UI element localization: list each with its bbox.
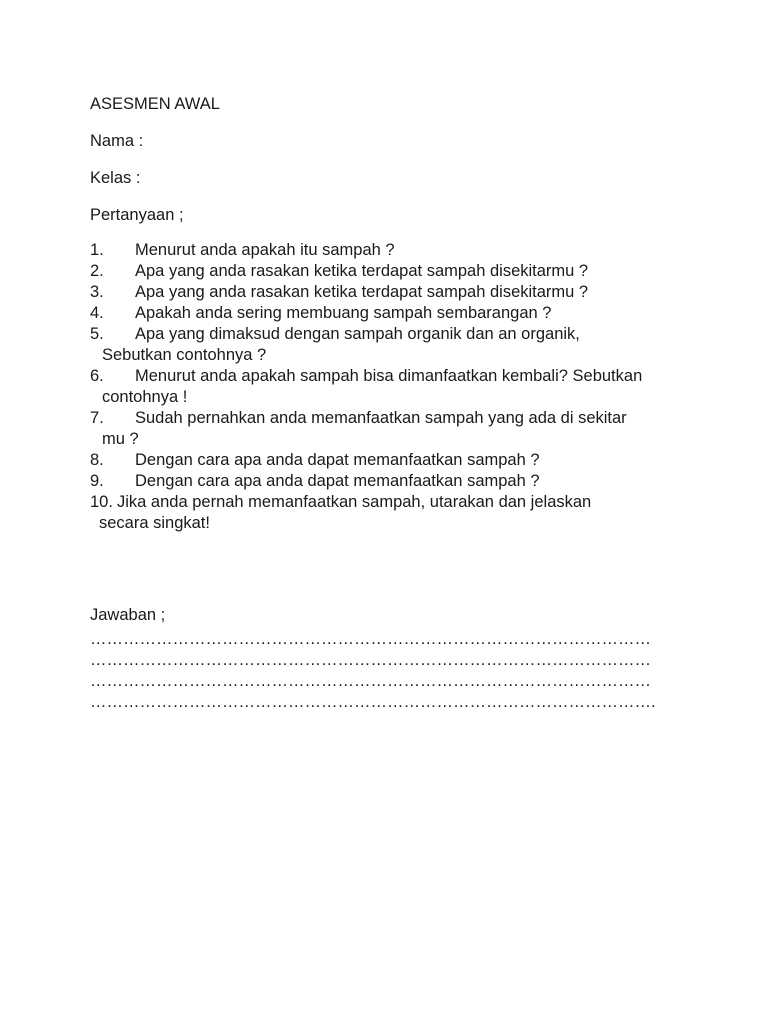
question-number: 7. bbox=[90, 409, 104, 427]
question-item-6 bbox=[90, 366, 690, 408]
question-text: Sudah pernahkan anda memanfaatkan sampah yang ada di sekitar bbox=[135, 409, 627, 427]
question-text-continued: mu ? bbox=[102, 430, 139, 448]
pertanyaan-label: Pertanyaan ; bbox=[90, 206, 184, 224]
question-number: 5. bbox=[90, 325, 104, 343]
question-item-9 bbox=[90, 471, 690, 492]
question-text: Jika anda pernah memanfaatkan sampah, utarakan dan jelaskan bbox=[117, 493, 592, 511]
question-text: Apa yang anda rasakan ketika terdapat sampah disekitarmu ? bbox=[135, 283, 589, 301]
answer-line: …………………………………………………………………………………………. bbox=[90, 693, 656, 711]
question-item-5 bbox=[90, 324, 690, 366]
kelas-label: Kelas : bbox=[90, 169, 141, 187]
question-number: 4. bbox=[90, 304, 104, 322]
question-text: Menurut anda apakah itu sampah ? bbox=[135, 241, 395, 259]
question-text-continued: Sebutkan contohnya ? bbox=[102, 346, 267, 364]
question-number: 1. bbox=[90, 241, 104, 259]
jawaban-label: Jawaban ; bbox=[90, 606, 166, 624]
question-text: Apa yang anda rasakan ketika terdapat sampah disekitarmu ? bbox=[135, 262, 589, 280]
question-item-4 bbox=[90, 303, 690, 324]
question-item-7 bbox=[90, 408, 690, 450]
question-text: Apakah anda sering membuang sampah sembarangan ? bbox=[135, 304, 552, 322]
question-list bbox=[90, 240, 690, 534]
question-item-2 bbox=[90, 261, 690, 282]
question-text: Apa yang dimaksud dengan sampah organik dan an organik, bbox=[135, 325, 580, 343]
nama-label: Nama : bbox=[90, 132, 144, 150]
question-number: 6. bbox=[90, 367, 104, 385]
question-number: 2. bbox=[90, 262, 104, 280]
answer-line: ………………………………………………………………………………………… bbox=[90, 672, 651, 690]
question-text: Menurut anda apakah sampah bisa dimanfaatkan kembali? Sebutkan bbox=[135, 367, 643, 385]
answer-lines bbox=[90, 629, 656, 713]
question-number: 8. bbox=[90, 451, 104, 469]
question-number: 9. bbox=[90, 472, 104, 490]
question-item-1 bbox=[90, 240, 690, 261]
question-number: 3. bbox=[90, 283, 104, 301]
question-text-continued: secara singkat! bbox=[99, 514, 210, 532]
question-item-3 bbox=[90, 282, 690, 303]
question-number: 10. bbox=[90, 493, 113, 511]
question-text: Dengan cara apa anda dapat memanfaatkan sampah ? bbox=[135, 472, 540, 490]
question-text: Dengan cara apa anda dapat memanfaatkan sampah ? bbox=[135, 451, 540, 469]
answer-line: ………………………………………………………………………………………… bbox=[90, 630, 651, 648]
question-item-8 bbox=[90, 450, 690, 471]
question-item-10 bbox=[90, 492, 690, 534]
answer-line: ………………………………………………………………………………………… bbox=[90, 651, 651, 669]
question-text-continued: contohnya ! bbox=[102, 388, 188, 406]
document-title: ASESMEN AWAL bbox=[90, 95, 220, 113]
